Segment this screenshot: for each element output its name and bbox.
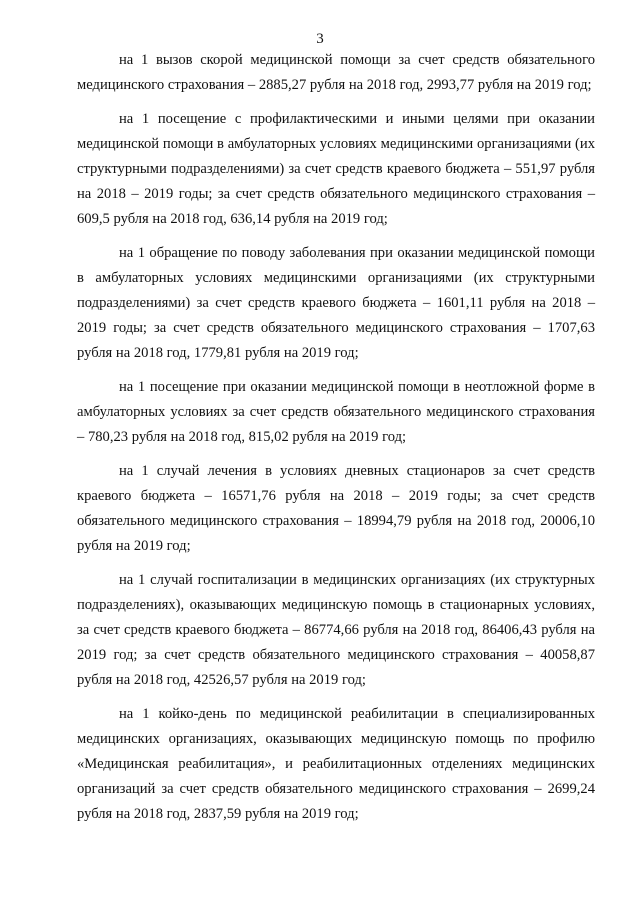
page-number: 3 [316,31,324,47]
paragraph-rehabilitation-bed-day: на 1 койко-день по медицинской реабилитации в специализированных медицинских организациях, оказывающих медицинскую помощь по профилю «Медицинская реабилитация», и реабилитационных отделениях медицинских организаций за счет средств обязательного медицинского страхования – 2699,24 рубля на 2018 год, 2837,59 рубля на 2019 год; [77,706,595,822]
paragraph-day-hospital-case: на 1 случай лечения в условиях дневных стационаров за счет средств краевого бюджета – 16571,76 рубля на 2018 – 2019 годы; за счет средств обязательного медицинского страхования – 18994,79 рубля на 2018 год, 20006,10 рубля на 2019 год; [77,463,595,554]
paragraph-disease-appeal: на 1 обращение по поводу заболевания при оказании медицинской помощи в амбулаторных условиях медицинскими организациями (их структурными подразделениями) за счет средств краевого бюджета – 1601,11 рубля на 2018 – 2019 годы; за счет средств обязательного медицинского страхования – 1707,63 рубля на 2018 год, 1779,81 рубля на 2019 год; [77,245,595,361]
paragraph-urgent-visit: на 1 посещение при оказании медицинской помощи в неотложной форме в амбулаторных условиях за счет средств обязательного медицинского страхования – 780,23 рубля на 2018 год, 815,02 рубля на 2019 год; [77,379,595,445]
paragraph-ambulance-call: на 1 вызов скорой медицинской помощи за счет средств обязательного медицинского страхования – 2885,27 рубля на 2018 год, 2993,77 рубля на 2019 год; [77,52,595,93]
paragraph-hospitalization-case: на 1 случай госпитализации в медицинских организациях (их структурных подразделениях), оказывающих медицинскую помощь в стационарных условиях, за счет средств краевого бюджета – 86774,66 рубля на 2018 год, 86406,43 рубля на 2019 год; за счет средств обязательного медицинского страхования – 40058,87 рубля на 2018 год, 42526,57 рубля на 2019 год; [77,572,595,688]
document-body [77,48,595,827]
paragraph-preventive-visit: на 1 посещение с профилактическими и иными целями при оказании медицинской помощи в амбулаторных условиях медицинскими организациями (их структурными подразделениями) за счет средств краевого бюджета – 551,97 рубля на 2018 – 2019 годы; за счет средств обязательного медицинского страхования – 609,5 рубля на 2018 год, 636,14 рубля на 2019 год; [77,111,595,227]
